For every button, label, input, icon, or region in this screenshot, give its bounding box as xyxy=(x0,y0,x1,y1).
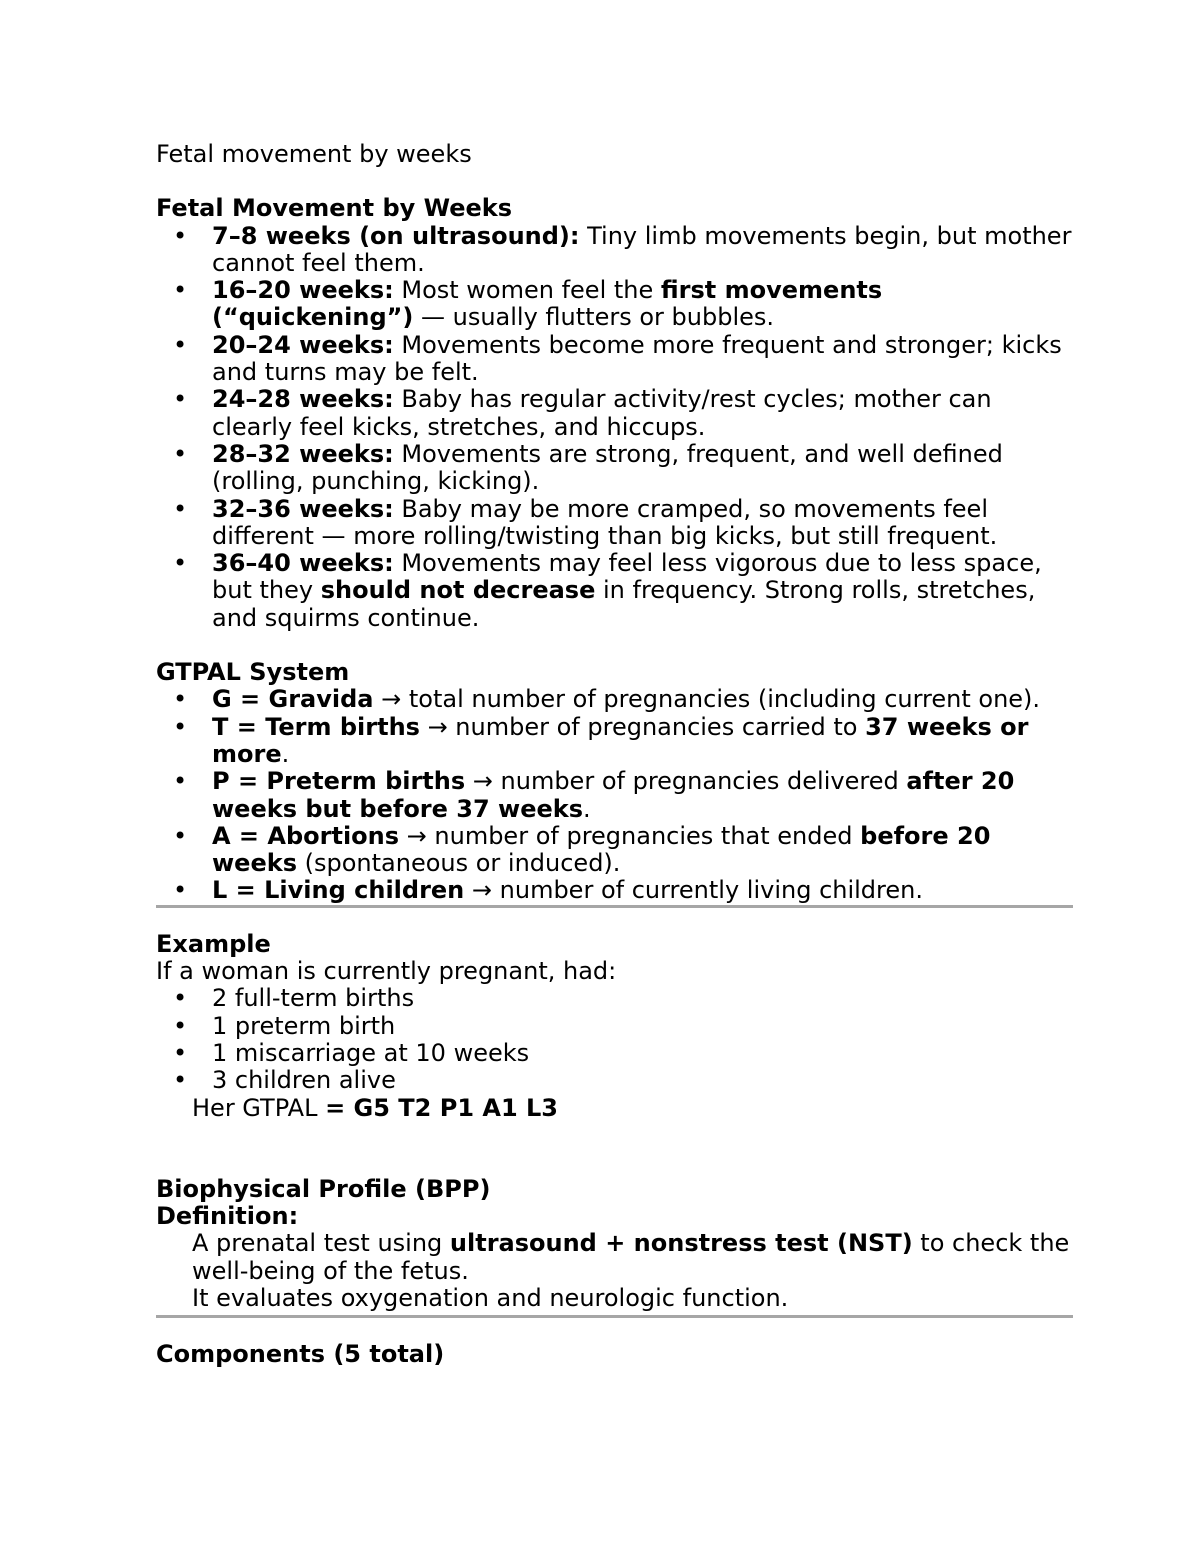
item-text: to check the xyxy=(912,1229,1070,1258)
example-intro: If a woman is currently pregnant, had: xyxy=(156,957,617,986)
item-label: 32–36 weeks: xyxy=(212,494,394,523)
item-bold: first movements xyxy=(660,276,883,305)
item-text: different — more rolling/twisting than big kicks, but still frequent. xyxy=(212,521,998,550)
bpp-definition-line xyxy=(156,1230,1073,1257)
item-text: — usually flutters or bubbles. xyxy=(413,303,775,332)
list-item xyxy=(156,550,1073,632)
item-text: (spontaneous or induced). xyxy=(296,849,621,878)
item-bold: more xyxy=(212,739,282,768)
item-bold: should not decrease xyxy=(320,576,596,605)
item-text: → number of pregnancies delivered xyxy=(465,767,907,796)
item-text: (rolling, punching, kicking). xyxy=(212,467,540,496)
item-text: . xyxy=(583,794,591,823)
item-label: L = Living children xyxy=(212,876,465,905)
item-text: → number of currently living children. xyxy=(464,876,923,905)
spacer xyxy=(156,1122,1073,1176)
result-value: = G5 T2 P1 A1 L3 xyxy=(325,1093,558,1122)
item-label: T = Term births xyxy=(212,712,420,741)
bpp-definition-line: It evaluates oxygenation and neurologic function. xyxy=(192,1283,789,1312)
item-text: . xyxy=(281,739,290,768)
list-item xyxy=(156,1067,1073,1094)
fetal-movement-heading: Fetal Movement by Weeks xyxy=(156,194,513,223)
item-text: • 1 preterm birth xyxy=(212,1011,396,1040)
item-text: in frequency. Strong rolls, stretches, xyxy=(595,576,1036,605)
item-label: 36–40 weeks: xyxy=(212,549,394,578)
item-label: P = Preterm births xyxy=(212,767,466,796)
list-item xyxy=(156,985,1073,1012)
example-heading: Example xyxy=(156,929,271,958)
spacer xyxy=(156,908,1073,931)
fetal-movement-list xyxy=(156,223,1073,632)
document-title: Fetal movement by weeks xyxy=(156,140,472,168)
item-text: Movements become more frequent and stronger; kicks xyxy=(393,330,1062,359)
item-label: 20–24 weeks: xyxy=(212,330,394,359)
list-item xyxy=(156,386,1073,441)
item-text: Movements are strong, frequent, and well defined xyxy=(393,439,1003,468)
item-text: cannot feel them. xyxy=(212,248,425,277)
item-text: Movements may feel less vigorous due to less space, xyxy=(393,549,1042,578)
gtpal-list xyxy=(156,686,1073,904)
item-label: A = Abortions xyxy=(212,821,400,850)
bpp-definition-label: Definition: xyxy=(156,1202,299,1231)
item-text: → number of pregnancies that ended xyxy=(399,821,861,850)
list-item xyxy=(156,686,1073,713)
result-prefix: Her GTPAL xyxy=(192,1093,326,1122)
gtpal-heading: GTPAL System xyxy=(156,658,350,687)
item-bold: before 20 xyxy=(860,821,991,850)
item-text: A prenatal test using xyxy=(192,1229,450,1258)
bpp-heading: Biophysical Profile (BPP) xyxy=(156,1174,491,1203)
item-text: • 1 miscarriage at 10 weeks xyxy=(212,1038,530,1067)
item-text: and turns may be felt. xyxy=(212,358,479,387)
item-text: → number of pregnancies carried to xyxy=(419,712,866,741)
list-item xyxy=(156,441,1073,496)
item-bold: after 20 xyxy=(906,767,1015,796)
item-bold: weeks xyxy=(212,849,297,878)
list-item xyxy=(156,1013,1073,1040)
item-text: Tiny limb movements begin, but mother xyxy=(579,221,1072,250)
list-item xyxy=(156,877,1073,904)
item-bold: ultrasound + nonstress test (NST) xyxy=(449,1229,913,1258)
gtpal-result xyxy=(156,1095,1073,1122)
bpp-definition-line: well-being of the fetus. xyxy=(192,1256,469,1285)
item-text: but they xyxy=(212,576,321,605)
list-item xyxy=(156,1040,1073,1067)
item-text: • 2 full-term births xyxy=(212,984,415,1013)
item-bold: 37 weeks or xyxy=(865,712,1029,741)
item-label: 16–20 weeks: xyxy=(212,276,394,305)
item-text: and squirms continue. xyxy=(212,603,480,632)
list-item xyxy=(156,496,1073,551)
item-text: → total number of pregnancies (including current one). xyxy=(373,685,1041,714)
list-item xyxy=(156,223,1073,278)
item-text: • 3 children alive xyxy=(212,1066,396,1095)
list-item xyxy=(156,768,1073,823)
item-text: Baby has regular activity/rest cycles; mother can xyxy=(393,385,992,414)
spacer xyxy=(156,1318,1073,1341)
item-label: G = Gravida xyxy=(212,685,374,714)
item-text: clearly feel kicks, stretches, and hiccups. xyxy=(212,412,706,441)
list-item xyxy=(156,332,1073,387)
item-bold: (“quickening”) xyxy=(212,303,414,332)
example-list xyxy=(156,985,1073,1094)
item-text: Baby may be more cramped, so movements feel xyxy=(393,494,988,523)
item-label: 28–32 weeks: xyxy=(212,439,394,468)
item-label: 7–8 weeks (on ultrasound): xyxy=(212,221,580,250)
spacer xyxy=(156,632,1073,659)
item-label: 24–28 weeks: xyxy=(212,385,394,414)
list-item xyxy=(156,823,1073,878)
document-body xyxy=(156,141,1073,1369)
item-text: Most women feel the xyxy=(393,276,661,305)
list-item xyxy=(156,714,1073,769)
item-bold: weeks but before 37 weeks xyxy=(212,794,584,823)
list-item xyxy=(156,277,1073,332)
components-heading: Components (5 total) xyxy=(156,1340,445,1369)
